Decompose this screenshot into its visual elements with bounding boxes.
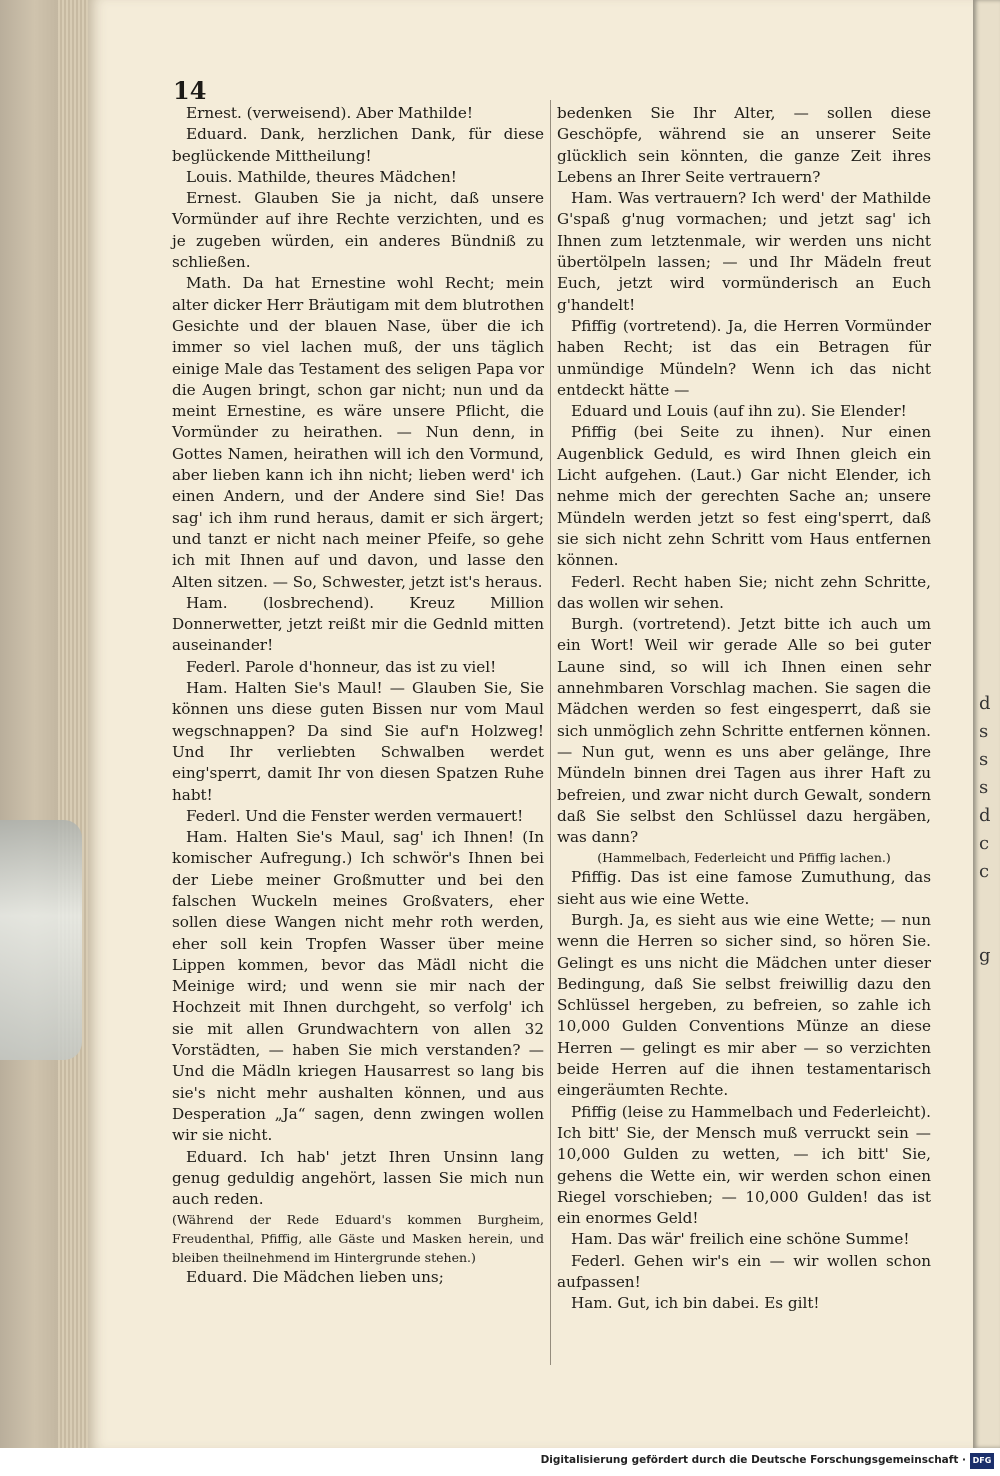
- stage-direction: (Hammelbach, Federleicht und Pfiffig lachen.): [597, 850, 891, 866]
- page-edges: [58, 0, 88, 1476]
- paragraph: Louis. Mathilde, theures Mädchen!: [186, 167, 457, 186]
- column-divider: [550, 100, 551, 1365]
- paragraph: Math. Da hat Ernestine wohl Recht; mein alter dicker Herr Bräutigam mit dem blutrothen Gesichte und der blauen Nase, über die ich immer so viel lachen muß, der uns täglich einige Male das Testament des seligen Papa vor die Augen bringt, schon gar nicht; nun und da meint Ernestine, es wäre unsere Pflicht, die Vormünder zu heirathen. — Nun denn, in Gottes Namen, heirathen will ich den Vormund, aber lieben kann ich ihn nicht; lieben werd' ich einen Andern, und der Andere sind Sie! Das sag' ich ihm rund heraus, damit er sich ärgert; und tanzt er nicht nach meiner Pfeife, so gehe ich mit Ihnen auf und davon, und lasse den Alten sitzen. — So, Schwester, jetzt ist's heraus.: [172, 274, 544, 591]
- paragraph: Burgh. (vortretend). Jetzt bitte ich auch um ein Wort! Weil wir gerade Alle so bei guter Laune sind, so will ich Ihnen einen sehr annehmbaren Vorschlag machen. Sie sagen die Mädchen werden so fest eingesperrt, daß sie sich unmöglich zehn Schritte entfernen können. — Nun gut, wenn es uns aber gelänge, Ihre Mündeln binnen drei Tagen aus ihrer Haft zu befreien, und zwar nicht durch Gewalt, sondern daß Sie selbst den Schlüssel dazu hergäben, was dann?: [557, 615, 931, 847]
- paragraph: Federl. Parole d'honneur, das ist zu viel!: [186, 657, 497, 676]
- paragraph: Eduard. Dank, herzlichen Dank, für diese beglückende Mittheilung!: [172, 125, 544, 165]
- dfg-logo-icon: DFG: [970, 1453, 994, 1469]
- paragraph: Ham. (losbrechend). Kreuz Million Donnerwetter, jetzt reißt mir die Gednld mitten auseinander!: [172, 593, 544, 655]
- paragraph: Eduard. Ich hab' jetzt Ihren Unsinn lang genug geduldig angehört, lassen Sie mich nun auch reden.: [172, 1147, 544, 1209]
- right-column: [557, 103, 931, 1315]
- paragraph: bedenken Sie Ihr Alter, — sollen diese Geschöpfe, während sie an unserer Seite glücklich sein könnten, die ganze Zeit ihres Lebens an Ihrer Seite vertrauern?: [557, 104, 931, 186]
- paragraph: Burgh. Ja, es sieht aus wie eine Wette; — nun wenn die Herren so sicher sind, so hören Sie. Gelingt es uns nicht die Mädchen unter dieser Bedingung, daß Sie selbst freiwillig dazu den Schlüssel hergeben, zu befreien, so zahle ich 10,000 Gulden Conventions Münze an diese Herren — gelingt es mir aber — so verzichten beide Herren auf die ihnen testamentarisch eingeräumten Rechte.: [557, 910, 931, 1100]
- paragraph: Eduard. Die Mädchen lieben uns;: [186, 1268, 444, 1287]
- paragraph: Federl. Recht haben Sie; nicht zehn Schritte, das wollen wir sehen.: [557, 572, 931, 612]
- funding-credit: Digitalisierung gefördert durch die Deutsche Forschungsgemeinschaft ·: [540, 1454, 966, 1466]
- paragraph: Ernest. Glauben Sie ja nicht, daß unsere Vormünder auf ihre Rechte verzichten, und es je zugeben würden, ein anderes Bündniß zu schließen.: [172, 189, 544, 272]
- page-number: 14: [173, 76, 207, 105]
- footer-bar: [0, 1448, 1000, 1476]
- paragraph: Pfiffig (bei Seite zu ihnen). Nur einen Augenblick Geduld, es wird Ihnen gleich ein Licht aufgehen. (Laut.) Gar nicht Elender, ich nehme mich der gerechten Sache an; unsere Mündeln werden jetzt so fest eing'sperrt, daß sie sich nicht zehn Schritt vom Haus entfernen können.: [557, 423, 931, 570]
- page-clip: [0, 820, 82, 1060]
- paragraph: Pfiffig (vortretend). Ja, die Herren Vormünder haben Recht; ist das ein Betragen für unmündige Mündeln? Wenn ich das nicht entdeckt hätte —: [557, 316, 931, 399]
- paragraph: Pfiffig (leise zu Hammelbach und Federleicht). Ich bitt' Sie, der Mensch muß verruckt sein — 10,000 Gulden zu wetten, — ich bitt' Sie, gehens die Wette ein, wir werden schon einen Riegel vorschieben; — 10,000 Gulden! das ist ein enormes Geld!: [557, 1102, 931, 1228]
- paragraph: Ham. Gut, ich bin dabei. Es gilt!: [571, 1294, 820, 1313]
- paragraph: Pfiffig. Das ist eine famose Zumuthung, das sieht aus wie eine Wette.: [557, 868, 931, 908]
- adjacent-page-text: d s s s d c c g: [979, 693, 991, 966]
- book-edge: [0, 0, 58, 1476]
- paragraph: Federl. Und die Fenster werden vermauert!: [186, 806, 524, 825]
- paragraph: Ham. Das wär' freilich eine schöne Summe!: [571, 1230, 910, 1249]
- stage-direction: (Während der Rede Eduard's kommen Burgheim, Freudenthal, Pfiffig, alle Gäste und Masken herein, und bleiben theilnehmend im Hintergrunde stehen.): [172, 1212, 544, 1266]
- paragraph: Ernest. (verweisend). Aber Mathilde!: [186, 104, 473, 122]
- paragraph: Federl. Gehen wir's ein — wir wollen schon aufpassen!: [557, 1251, 931, 1292]
- paragraph: Eduard und Louis (auf ihn zu). Sie Elender!: [571, 402, 907, 421]
- left-column: [172, 103, 544, 1289]
- paragraph: Ham. Was vertrauern? Ich werd' der Mathilde G'spaß g'nug vormachen; und jetzt sag' ich Ihnen zum letztenmale, wir werden uns nicht übertölpeln lassen; — und Ihr Mädeln freut Euch, jetzt wird vormünderisch an Euch g'handelt!: [557, 189, 931, 314]
- paragraph: Ham. Halten Sie's Maul, sag' ich Ihnen! (In komischer Aufregung.) Ich schwör's Ihnen bei der Liebe meiner Großmutter und bei den falschen Wuckeln meines Großvaters, eher sollen diese Wangen nicht mehr roth werden, eher soll kein Tropfen Wasser über meine Lippen kommen, bevor das Mädl nicht die Meinige wird; und wenn sie mir nach der Hochzeit mit Ihnen durchgeht, so verfolg' ich sie mit allen Grundwachtern von allen 32 Vorstädten, — haben Sie mich verstanden? — Und die Mädln kriegen Hausarrest so lang bis sie's nicht mehr aushalten können, und aus Desperation „Ja“ sagen, denn zwingen wollen wir sie nicht.: [172, 828, 544, 1145]
- adjacent-page-strip: [973, 0, 1000, 1448]
- paragraph: Ham. Halten Sie's Maul! — Glauben Sie, Sie können uns diese guten Bissen nur vom Maul wegschnappen? Da sind Sie auf'n Holzweg! Und Ihr verliebten Schwalben werdet eing'sperrt, damit Ihr von diesen Spatzen Ruhe habt!: [172, 679, 544, 804]
